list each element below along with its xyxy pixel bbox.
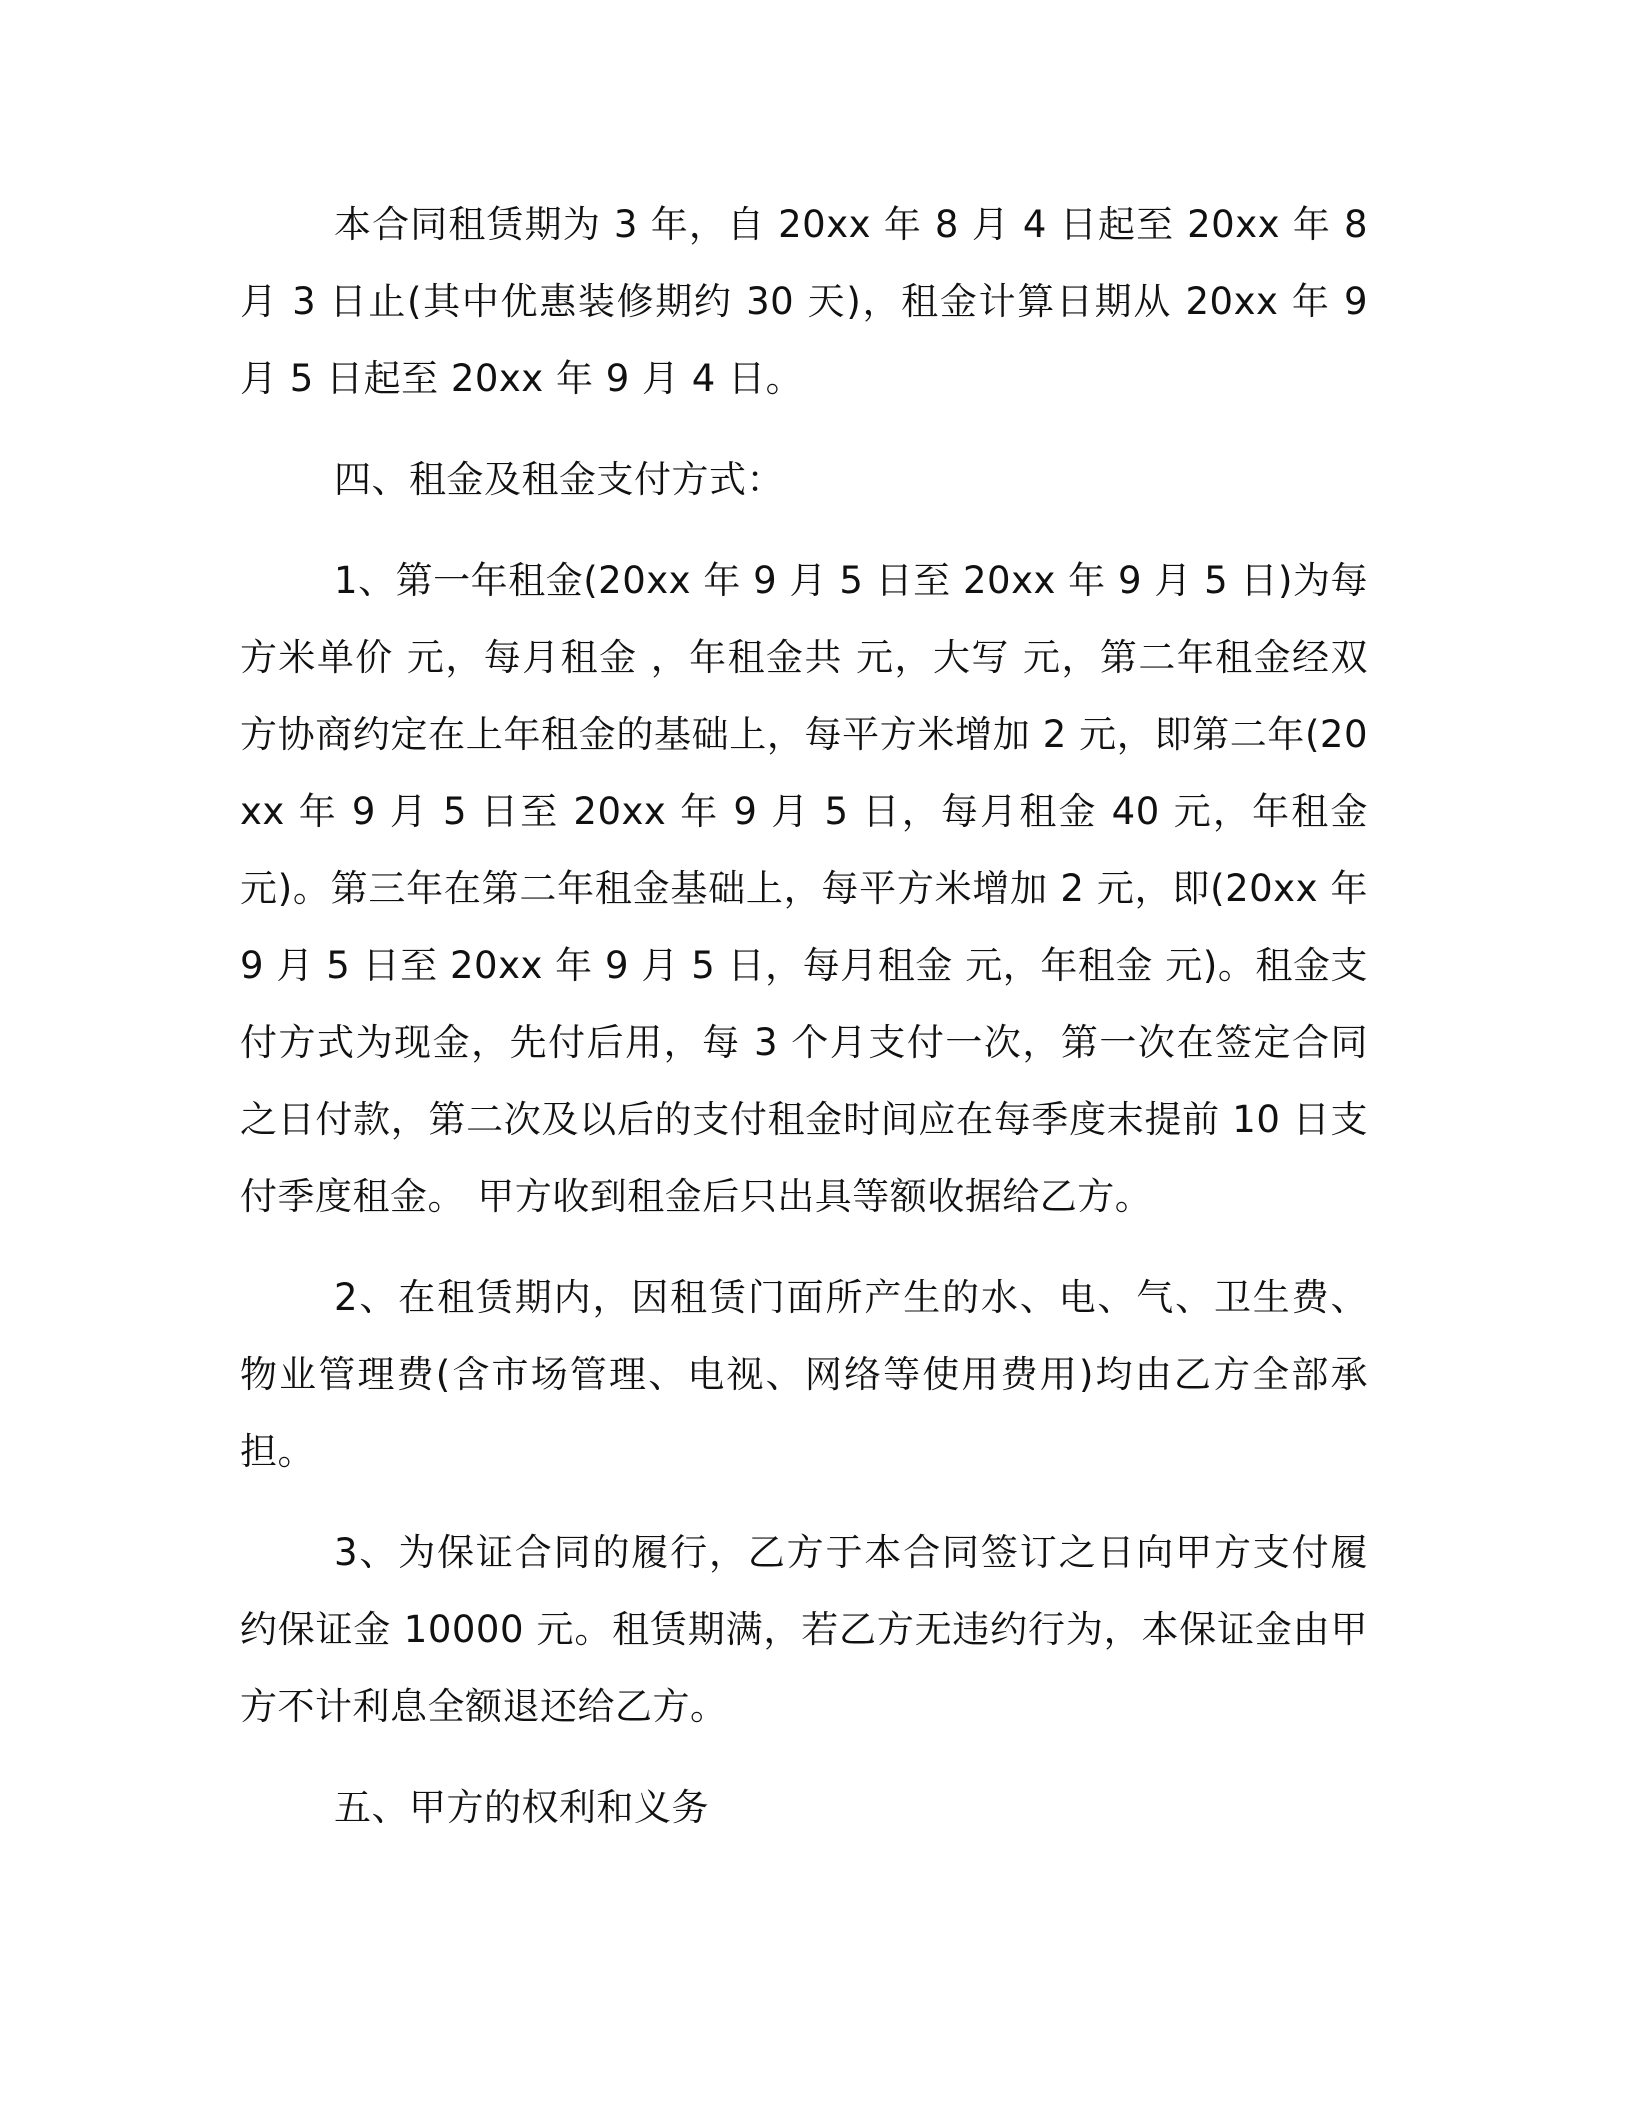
- document-body: [240, 186, 1368, 1846]
- section-heading-party-a-rights: 五、甲方的权利和义务: [334, 1786, 709, 1829]
- paragraph-rent-clause-3: 3、为保证合同的履行，乙方于本合同签订之日向甲方支付履约保证金 10000 元。租赁期满，若乙方无违约行为，本保证金由甲方不计利息全额退还给乙方。: [240, 1531, 1368, 1728]
- paragraph-lease-term: 本合同租赁期为 3 年，自 20xx 年 8 月 4 日起至 20xx 年 8 月 3 日止(其中优惠装修期约 30 天)，租金计算日期从 20xx 年 9 月 5 日起至 20xx 年 9 月 4 日。: [240, 203, 1368, 400]
- section-heading-rent-payment: 四、租金及租金支付方式：: [334, 458, 784, 501]
- paragraph-rent-clause-1: 1、第一年租金(20xx 年 9 月 5 日至 20xx 年 9 月 5 日)为每方米单价 元，每月租金 ，年租金共 元，大写 元，第二年租金经双方协商约定在上年租金的基础上，每平方米增加 2 元，即第二年(20xx 年 9 月 5 日至 20xx 年 9 月 5 日，每月租金 40 元，年租金 元)。第三年在第二年租金基础上，每平方米增加 2 元，即(20xx 年 9 月 5 日至 20xx 年 9 月 5 日，每月租金 元，年租金 元)。租金支付方式为现金，先付后用，每 3 个月支付一次，第一次在签定合同之日付款，第二次及以后的支付租金时间应在每季度末提前 10 日支付季度租金。 甲方收到租金后只出具等额收据给乙方。: [240, 559, 1368, 1218]
- paragraph-rent-clause-2: 2、在租赁期内，因租赁门面所产生的水、电、气、卫生费、物业管理费(含市场管理、电视、网络等使用费用)均由乙方全部承担。: [240, 1276, 1368, 1473]
